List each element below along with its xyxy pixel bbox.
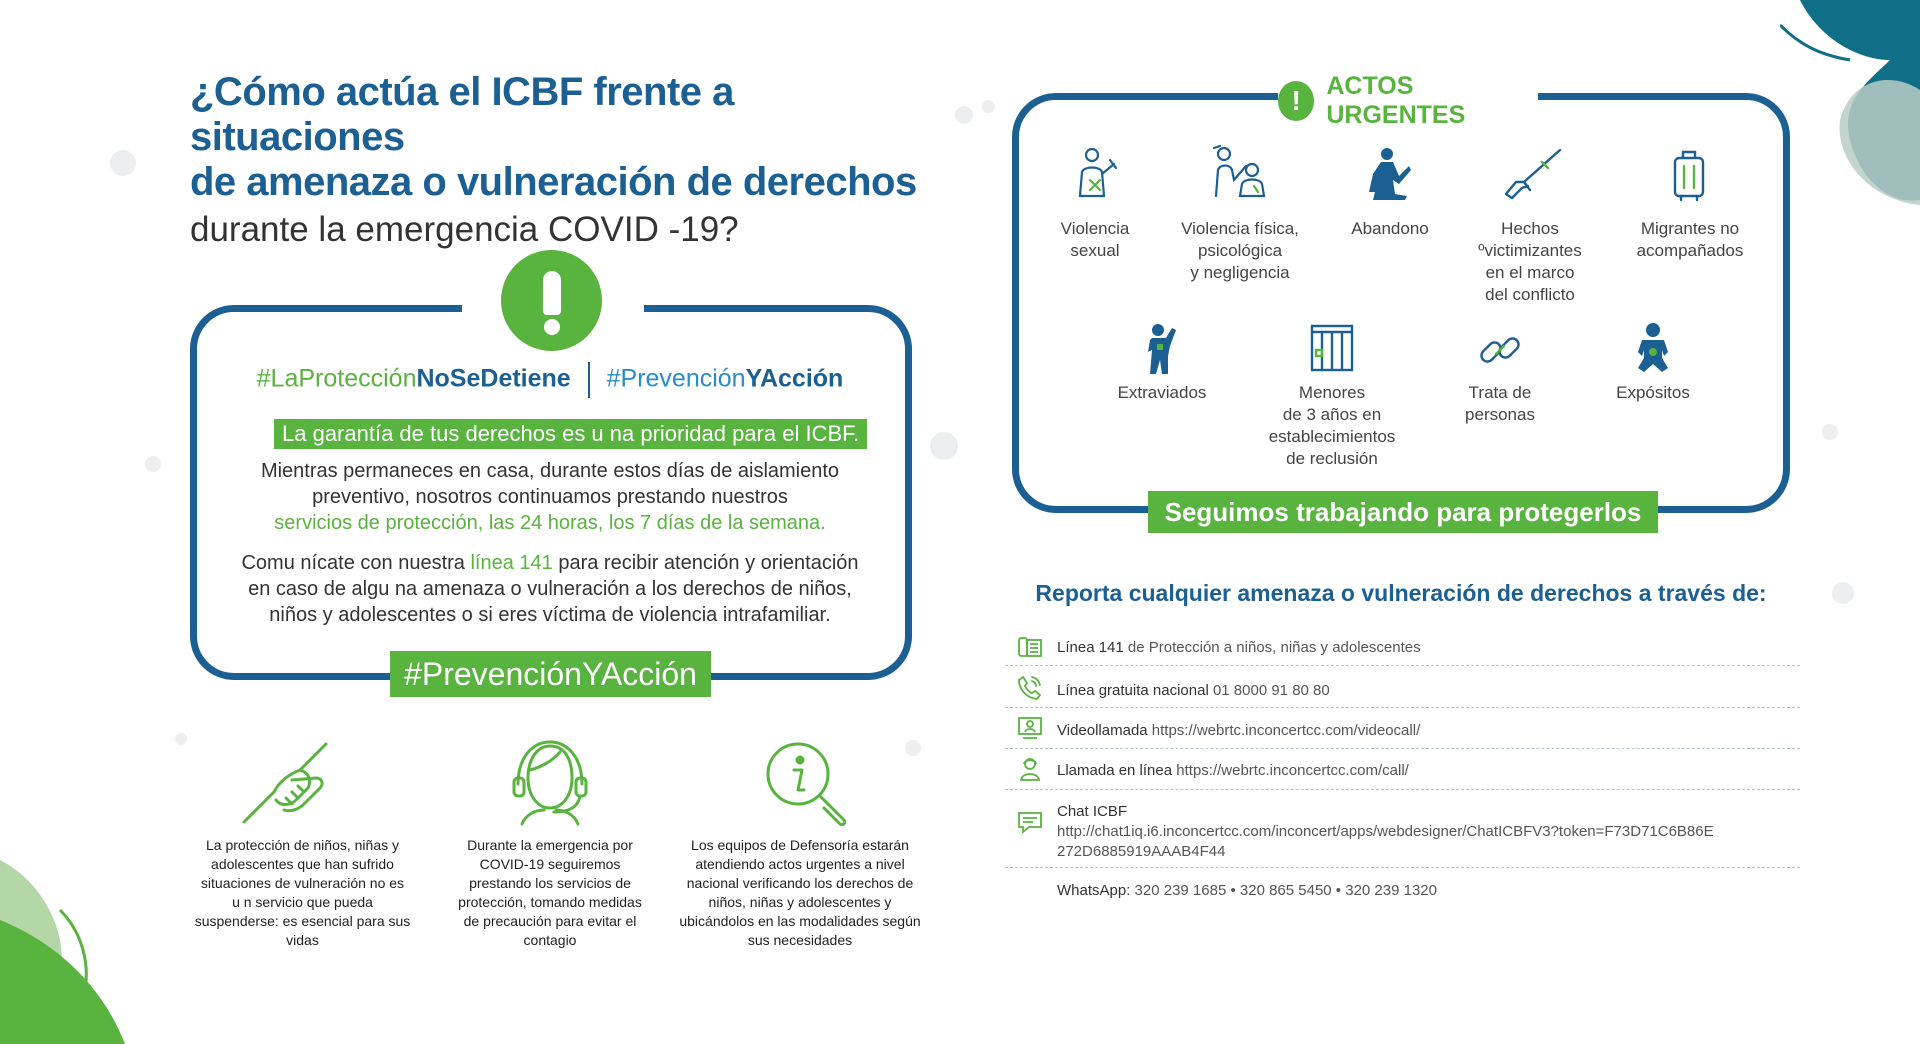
bottom-item-line: Los equipos de Defensoría estarán [691,837,909,853]
act-label-line: del conflicto [1485,285,1575,304]
act-lost [1100,382,1224,404]
bottom-item-line: sus necesidades [747,932,853,948]
bottom-item-line: de precaución para evitar el [463,913,637,929]
luggage-icon [1672,148,1706,202]
bottom-item-line: ubicándolos en las modalidades según [679,913,921,929]
act-label-line: Abandono [1351,219,1429,238]
bottom-item-line: atendiendo actos urgentes a nivel [695,856,905,872]
hashtag-proteccion: #LaProtección [256,364,417,393]
paragraph-line: Mientras permaneces en casa, durante estos días de aislamiento [260,460,840,482]
paragraph-line: en caso de algu na amenaza o vulneración a los derechos de niños, [248,578,852,600]
prevention-banner: #PrevenciónYAcción [390,651,711,697]
line-141-highlight: línea 141 [470,552,553,574]
exclamation-icon [501,250,602,351]
act-foundlings [1590,382,1716,404]
sexual-violence-icon [1070,146,1120,200]
bottom-item-1 [190,836,415,950]
channel-free-line [1005,670,1800,708]
act-label-line: de 3 años en [1282,405,1382,424]
act-label-line: Migrantes no [1640,219,1740,238]
contact-paragraph [200,550,900,628]
channel-text [1057,882,1437,899]
lost-child-icon [1144,322,1180,374]
hashtag-prevencion: #Prevención [606,364,746,393]
paragraph-text: para recibir atención y orientación [552,552,859,574]
channel-label: Línea 141 [1057,639,1124,656]
act-unaccompanied-migrants [1620,218,1760,262]
decorative-dot [110,150,136,176]
act-label-line: acompañados [1636,241,1744,260]
act-label-line: personas [1465,405,1535,424]
act-label-line: Menores [1298,383,1366,402]
paragraph-line: niños y adolescentes o si eres víctima de violencia intrafamiliar. [269,604,831,626]
hashtag-no-se-detiene: NoSeDetiene [416,364,571,393]
bottom-item-line: La protección de niños, niñas y [205,837,399,853]
headset-operator-icon [508,738,592,826]
decorative-dot [1822,424,1838,440]
channel-chat [1005,794,1800,868]
bottom-item-line: contagio [523,932,577,948]
prison-bars-icon [1310,324,1354,372]
act-label-line: Violencia [1060,219,1130,238]
channel-value: https://webrtc.inconcertcc.com/videocall/ [1147,722,1421,739]
decorative-dot [930,432,958,460]
act-label-line: psicológica [1197,241,1283,260]
still-working-banner: Seguimos trabajando para protegerlos [1148,491,1658,533]
title-line-3: durante la emergencia COVID -19? [190,210,739,249]
bottom-item-line: niños, niñas y adolescentes y [708,894,892,910]
act-label-line: de reclusión [1286,449,1378,468]
helping-hands-icon [240,740,336,826]
video-call-icon [1017,715,1043,741]
paragraph-line [200,550,900,576]
bottom-item-line: vidas [286,932,319,948]
phone-line-icon [1017,634,1043,660]
act-label-line: Hechos [1501,219,1559,238]
channel-line-141 [1005,630,1800,666]
channel-value: de Protección a niños, niñas y adolescentes [1123,639,1421,656]
chat-icon [1017,810,1043,836]
title-line-2: de amenaza o vulneración de derechos [190,160,917,204]
hashtags [200,362,900,398]
channel-label: Llamada en línea [1057,762,1173,779]
abandonment-icon [1365,146,1413,200]
act-label-line: establecimientos [1268,427,1396,446]
channel-label: Línea gratuita nacional [1057,682,1209,699]
guarantee-highlight: La garantía de tus derechos es u na prioridad para el ICBF. [274,419,867,449]
act-label-line: Violencia física, [1181,219,1299,238]
urgent-heading-text: ACTOS URGENTES [1326,72,1466,129]
bottom-item-line: prestando los servicios de [469,875,631,891]
channel-value: 272D6885919AAAB4F44 [1057,843,1226,860]
info-magnifier-icon [762,740,852,826]
decorative-leaf-top-right [1780,0,1920,210]
bottom-item-3 [675,836,925,950]
decorative-dot [1832,582,1854,604]
chain-link-icon [1478,328,1522,372]
online-call-icon [1017,756,1043,782]
bottom-item-line: Durante la emergencia por [467,837,633,853]
channel-value: http://chat1iq.i6.inconcertcc.com/inconcert/apps/webdesigner/ChatICBFV3?token=F73D71C6B86E [1057,823,1714,840]
act-sexual-violence [1040,218,1150,262]
act-trafficking [1436,382,1564,426]
rifle-icon [1502,148,1562,200]
hashtag-y-accion: YAcción [745,364,844,393]
bottom-item-line: adolescentes que han sufrido [211,856,394,872]
stay-home-paragraph [200,458,900,536]
act-physical-violence [1160,218,1320,284]
decorative-dot [145,456,161,472]
bottom-item-line: situaciones de vulneración no es [200,875,405,891]
channel-value: https://webrtc.inconcertcc.com/call/ [1172,762,1409,779]
paragraph-line-highlight: servicios de protección, las 24 horas, los 7 días de la semana. [274,512,826,534]
channel-text [1057,639,1421,656]
exclamation-icon: ! [1278,81,1314,121]
phone-call-icon [1017,674,1043,700]
title-line-1: ¿Cómo actúa el ICBF frente a situaciones [190,70,734,159]
channel-label: Chat ICBF [1057,803,1128,820]
physical-violence-icon [1210,144,1272,200]
bottom-item-line: COVID-19 seguiremos [479,856,621,872]
channel-label: WhatsApp: [1057,882,1131,899]
hashtag-divider [588,362,590,398]
channel-label: Videollamada [1057,722,1148,739]
channel-text [1057,682,1330,699]
act-label-line: Extraviados [1117,383,1207,402]
act-minors-in-prison [1250,382,1414,470]
decorative-dot [175,733,187,745]
act-label-line: en el marco [1485,263,1575,282]
channel-text [1057,722,1420,739]
paragraph-line: preventivo, nosotros continuamos prestando nuestros [312,486,788,508]
channel-text [1057,762,1409,779]
page-title [190,70,950,252]
decorative-dot [905,740,921,756]
bottom-item-line: suspenderse: es esencial para sus [194,913,411,929]
act-label-line: sexual [1070,241,1120,260]
channel-videocall [1005,711,1800,749]
bottom-item-line: u n servicio que pueda [232,894,373,910]
paragraph-text: Comu nícate con nuestra [241,552,471,574]
channel-online-call [1005,752,1800,790]
bottom-item-line: protección, tomando medidas [458,894,642,910]
decorative-dot [982,100,995,113]
act-conflict-victims [1460,218,1600,306]
urgent-heading [1278,72,1538,129]
decorative-dot [955,106,973,124]
channel-value: 320 239 1685 • 320 865 5450 • 320 239 1320 [1130,882,1437,899]
act-abandonment [1330,218,1450,240]
report-heading: Reporta cualquier amenaza o vulneración de derechos a través de: [1035,580,1767,606]
decorative-leaf-bottom-left [0,860,140,1044]
act-label-line: ºvictimizantes [1478,241,1582,260]
channel-text [1057,802,1714,862]
bottom-item-2 [445,836,655,950]
act-label-line: Expósitos [1616,383,1690,402]
channel-whatsapp [1005,872,1800,906]
channel-value: 01 8000 91 80 80 [1208,682,1330,699]
act-label-line: Trata de [1468,383,1532,402]
bottom-item-line: nacional verificando los derechos de [686,875,914,891]
baby-icon [1634,322,1672,374]
act-label-line: y negligencia [1190,263,1290,282]
